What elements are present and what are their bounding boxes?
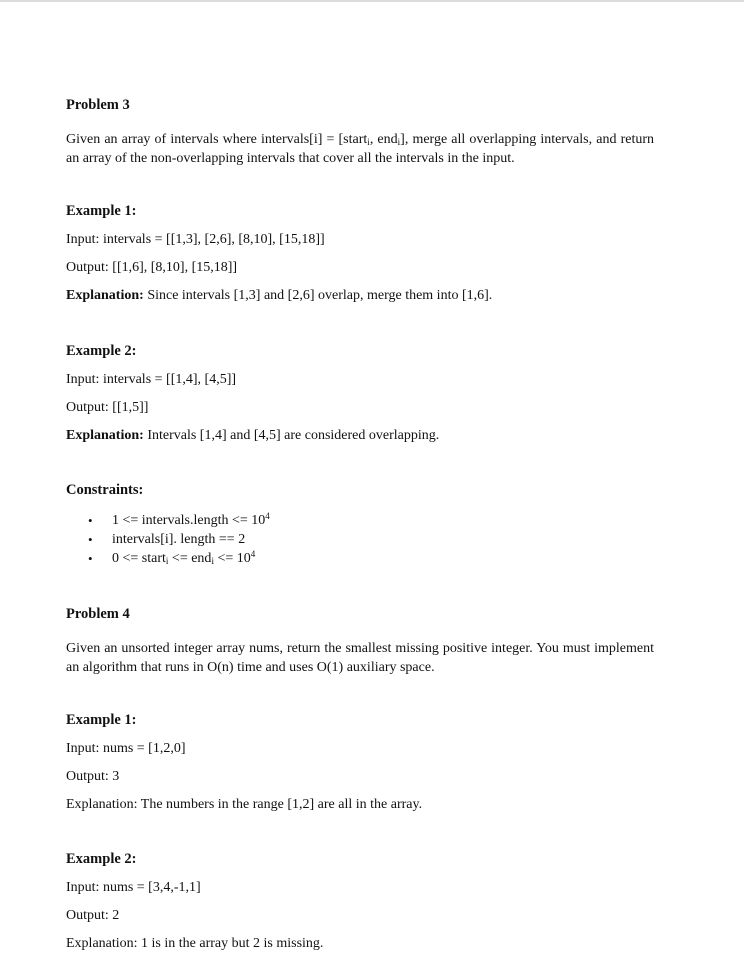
constraint-item: • intervals[i]. length == 2 <box>88 532 246 547</box>
problem4-example1-output: Output: 3 <box>66 769 120 784</box>
problem4-example1-title: Example 1: <box>66 712 137 728</box>
problem3-example2-title: Example 2: <box>66 343 137 359</box>
problem4-example2-input: Input: nums = [3,4,-1,1] <box>66 880 201 895</box>
problem4-example1-input: Input: nums = [1,2,0] <box>66 741 186 756</box>
problem3-example1-output: Output: [[1,6], [8,10], [15,18]] <box>66 260 238 275</box>
problem3-title: Problem 3 <box>66 97 130 113</box>
bullet-icon: • <box>88 513 93 528</box>
problem3-description: Given an array of intervals where intervals[i] = [start$_i$, end$_i$], merge all overlapping intervals, and return an array of the non-overlapping intervals that cover all the intervals in the input. <box>66 132 654 166</box>
problem4-example1-explanation: Explanation: The numbers in the range [1,2] are all in the array. <box>66 797 423 812</box>
problem3-example2-input: Input: intervals = [[1,4], [4,5]] <box>66 372 237 387</box>
problem3-example1-explanation: Explanation: Since intervals [1,3] and [2,6] overlap, merge them into [1,6]. <box>66 288 493 303</box>
problem4-example2-output: Output: 2 <box>66 908 120 923</box>
problem4-description: Given an unsorted integer array nums, return the smallest missing positive integer. You must implement an algorithm that runs in O(n) time and uses O(1) auxiliary space. <box>66 641 654 675</box>
problem4-title: Problem 4 <box>66 606 130 622</box>
problem3-example2-explanation: Explanation: Intervals [1,4] and [4,5] are considered overlapping. <box>66 428 440 443</box>
problem3-example1-input: Input: intervals = [[1,3], [2,6], [8,10], [15,18]] <box>66 232 325 247</box>
problem3-example2-output: Output: [[1,5]] <box>66 400 149 415</box>
problem4-example2-explanation: Explanation: 1 is in the array but 2 is missing. <box>66 936 324 951</box>
constraint-item: • 0 <= start$_i$ <= $end_i <= 10^4$ <box>88 549 256 566</box>
constraints-title: Constraints: <box>66 482 144 498</box>
bullet-icon: • <box>88 551 93 566</box>
problem3-example1-title: Example 1: <box>66 203 137 219</box>
problem4-example2-title: Example 2: <box>66 851 137 867</box>
constraints-list <box>66 511 654 568</box>
constraint-item: • 1 <= intervals.length <= $10^4$ <box>88 511 270 528</box>
bullet-icon: • <box>88 532 93 547</box>
